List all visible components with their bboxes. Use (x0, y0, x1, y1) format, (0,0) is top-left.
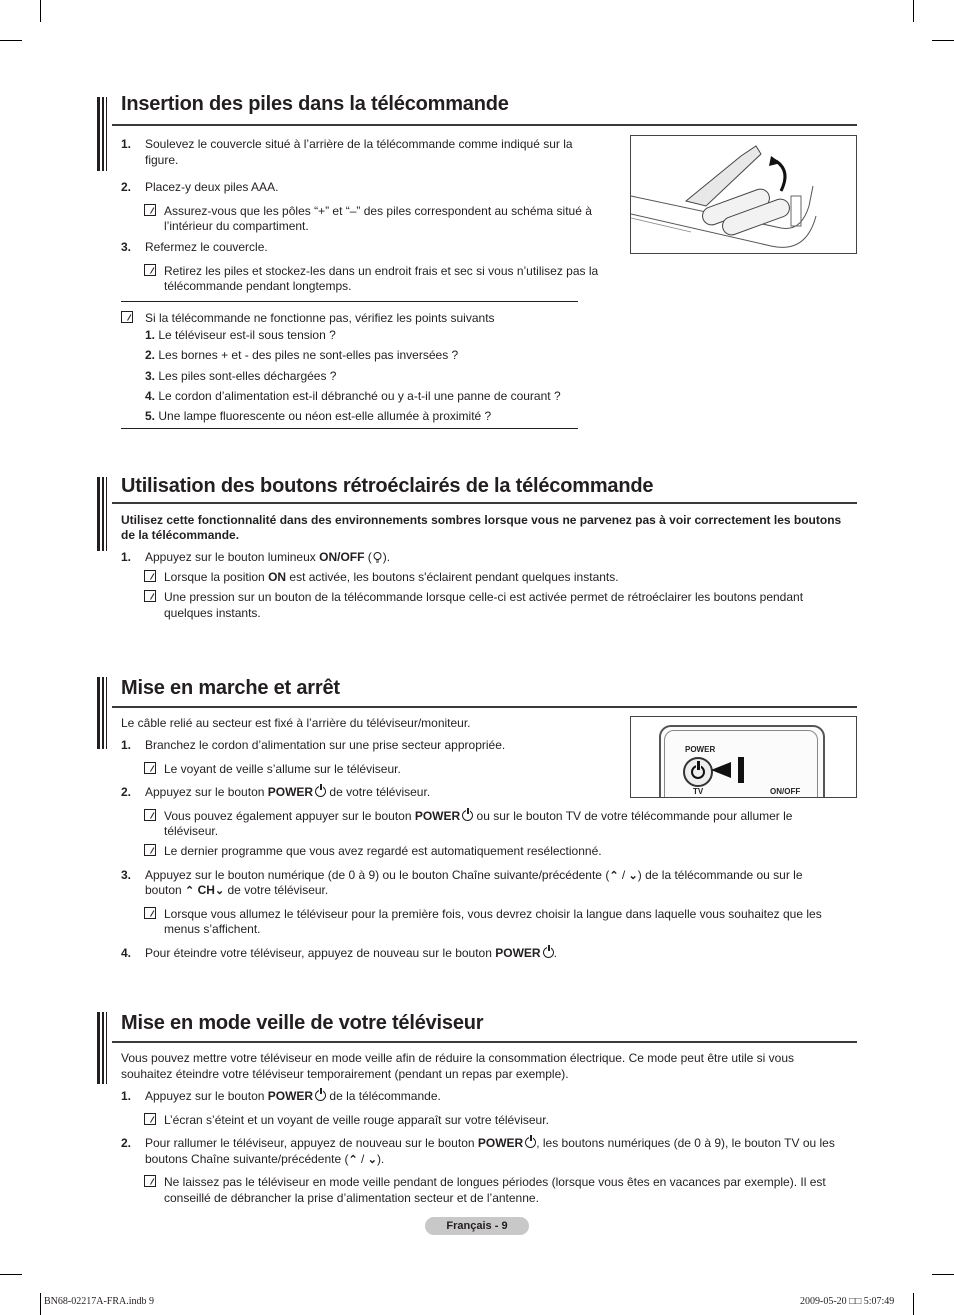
step-text: bouton ⌃ CH⌄ de votre téléviseur. (145, 883, 329, 897)
chevron-up-icon: ⌃ (185, 885, 195, 897)
crop-mark (40, 0, 41, 22)
note-text: menus s’affichent. (164, 922, 261, 936)
section-rule (112, 1041, 857, 1043)
note-text: conseillé de débrancher la prise d’alimentation secteur et de l’antenne. (164, 1191, 539, 1205)
step-number: 2. (121, 1136, 132, 1150)
power-button-icon (683, 757, 713, 787)
note-icon (144, 1113, 156, 1125)
power-icon (462, 810, 473, 821)
section-title: Mise en marche et arrêt (121, 677, 340, 699)
chevron-down-icon: ⌄ (214, 885, 225, 897)
crop-mark (0, 40, 22, 41)
section-rule (112, 502, 857, 504)
checklist-text: Une lampe fluorescente ou néon est-elle allumée à proximité ? (158, 409, 492, 423)
checklist-item (145, 327, 336, 343)
note-text: quelques instants. (164, 606, 261, 620)
checklist-number: 2. (145, 348, 156, 362)
power-button-figure (630, 716, 857, 798)
step-text: Appuyez sur le bouton POWER de votre téléviseur. (145, 785, 431, 799)
note-icon (144, 1175, 156, 1187)
note-text: Le voyant de veille s’allume sur le téléviseur. (164, 762, 401, 776)
note-icon (144, 204, 156, 216)
step-text: Placez-y deux piles AAA. (145, 180, 279, 194)
battery-figure (630, 135, 857, 254)
step-number: 2. (121, 785, 132, 799)
step-number: 2. (121, 180, 132, 194)
step-number: 3. (121, 240, 132, 254)
pointer-arrow-icon (711, 761, 735, 779)
step-number: 4. (121, 946, 132, 960)
checklist-text: Le téléviseur est-il sous tension ? (158, 328, 336, 342)
note-text: Une pression sur un bouton de la télécommande lorsque celle-ci est activée permet de rétroéclairer les boutons pendant (164, 590, 804, 604)
checklist-number: 1. (145, 328, 156, 342)
fig-onoff-label: ON/OFF (770, 787, 801, 796)
step-text: boutons Chaîne suivante/précédente (⌃ / ⌄). (145, 1152, 385, 1166)
power-icon (525, 1137, 536, 1148)
checklist-item (145, 388, 561, 404)
note-text: L’écran s’éteint et un voyant de veille rouge apparaît sur votre téléviseur. (164, 1113, 549, 1127)
step-number: 1. (121, 137, 132, 151)
section-title: Mise en mode veille de votre téléviseur (121, 1012, 484, 1034)
intro-text: Le câble relié au secteur est fixé à l’arrière du téléviseur/moniteur. (121, 716, 471, 730)
section-rule (112, 124, 857, 126)
step-text: Pour éteindre votre téléviseur, appuyez de nouveau sur le bouton POWER . (145, 946, 557, 960)
fig-tv-label: TV (693, 787, 704, 796)
page-number-badge: Français - 9 (425, 1217, 529, 1235)
note-text: Ne laissez pas le téléviseur en mode veille pendant de longues périodes (lorsque vous êtes en vacances par exemple). Il est (164, 1175, 826, 1189)
remote-battery-illustration (631, 136, 856, 253)
crop-mark (932, 40, 954, 41)
file-slug: BN68-02217A-FRA.indb 9 (44, 1296, 155, 1307)
note-text: Lorsque vous allumez le téléviseur pour la première fois, vous devrez choisir la langue dans laquelle vous souhaitez que les (164, 907, 822, 921)
checklist-text: Le cordon d’alimentation est-il débranché ou y a-t-il une panne de courant ? (158, 389, 561, 403)
chevron-up-icon: ⌃ (348, 1154, 358, 1166)
checklist-item (145, 368, 336, 384)
step-text: Pour rallumer le téléviseur, appuyez de nouveau sur le bouton POWER , les boutons numériques (de 0 à 9), le bouton TV ou les (145, 1136, 835, 1150)
box-rule (121, 428, 578, 429)
step-text: Soulevez le couvercle situé à l’arrière de la télécommande comme indiqué sur la (145, 137, 573, 151)
crop-mark (40, 1293, 41, 1315)
step-text: Appuyez sur le bouton lumineux ON/OFF ( ). (145, 550, 391, 564)
step-number: 1. (121, 1089, 132, 1103)
chevron-down-icon: ⌄ (628, 870, 638, 882)
note-icon (144, 762, 156, 774)
section-title: Utilisation des boutons rétroéclairés de la télécommande (121, 475, 654, 497)
note-text: Assurez-vous que les pôles “+” et “–” des piles correspondent au schéma situé à (164, 204, 592, 218)
checklist-number: 5. (145, 409, 156, 423)
power-icon (315, 786, 326, 797)
chevron-down-icon: ⌄ (367, 1154, 377, 1166)
power-icon (543, 947, 554, 958)
section-marker (97, 477, 109, 551)
note-icon (144, 907, 156, 919)
note-text: Retirez les piles et stockez-les dans un endroit frais et sec si vous n’utilisez pas la (164, 264, 599, 278)
note-icon (144, 590, 156, 602)
box-intro: Si la télécommande ne fonctionne pas, vérifiez les points suivants (145, 311, 495, 325)
onoff-switch-icon (738, 757, 744, 783)
power-icon (315, 1090, 326, 1101)
box-rule (121, 301, 578, 302)
step-text: Branchez le cordon d’alimentation sur une prise secteur appropriée. (145, 738, 506, 752)
note-icon (144, 570, 156, 582)
note-icon (144, 809, 156, 821)
note-text: Vous pouvez également appuyer sur le bouton POWER ou sur le bouton TV de votre télécommande pour allumer le (164, 809, 793, 823)
crop-mark (913, 1293, 914, 1315)
chevron-up-icon: ⌃ (609, 870, 619, 882)
note-text: télécommande pendant longtemps. (164, 279, 352, 293)
checklist-text: Les bornes + et - des piles ne sont-elles pas inversées ? (158, 348, 459, 362)
step-number: 1. (121, 550, 132, 564)
section-title: Insertion des piles dans la télécommande (121, 93, 509, 115)
intro-text: Vous pouvez mettre votre téléviseur en mode veille afin de réduire la consommation électrique. Ce mode peut être utile si vous (121, 1051, 795, 1065)
note-text: Le dernier programme que vous avez regardé est automatiquement resélectionné. (164, 844, 602, 858)
checklist-text: Les piles sont-elles déchargées ? (158, 369, 337, 383)
light-bulb-icon (372, 551, 383, 563)
section-rule (112, 706, 857, 708)
section-marker (97, 1012, 109, 1084)
step-number: 3. (121, 868, 132, 882)
checklist-number: 4. (145, 389, 156, 403)
note-text: Lorsque la position ON est activée, les boutons s'éclairent pendant quelques instants. (164, 570, 619, 584)
intro-text: de la télécommande. (121, 528, 240, 542)
checklist-number: 3. (145, 369, 156, 383)
step-number: 1. (121, 738, 132, 752)
section-marker (97, 97, 109, 171)
crop-mark (932, 1274, 954, 1275)
note-text: téléviseur. (164, 824, 219, 838)
step-text: Appuyez sur le bouton numérique (de 0 à 9) ou le bouton Chaîne suivante/précédente (⌃ / ⌄) de la télécommande ou sur le (145, 868, 803, 882)
crop-mark (913, 0, 914, 22)
note-icon (144, 264, 156, 276)
checklist-item (145, 408, 491, 424)
step-text: Appuyez sur le bouton POWER de la télécommande. (145, 1089, 441, 1103)
step-text: Refermez le couvercle. (145, 240, 268, 254)
intro-text: Utilisez cette fonctionnalité dans des environnements sombres lorsque vous ne parvenez pas à voir correctement les boutons (121, 513, 842, 527)
note-icon (144, 844, 156, 856)
section-marker (97, 677, 109, 749)
step-text: figure. (145, 153, 179, 167)
fig-power-label: POWER (685, 745, 716, 754)
note-icon (121, 311, 133, 323)
checklist-item (145, 347, 458, 363)
datetime-slug: 2009-05-20 □□ 5:07:49 (800, 1296, 895, 1307)
note-text: l’intérieur du compartiment. (164, 219, 309, 233)
crop-mark (0, 1274, 22, 1275)
intro-text: souhaitez éteindre votre téléviseur temporairement (pendant un repas par exemple). (121, 1067, 569, 1081)
